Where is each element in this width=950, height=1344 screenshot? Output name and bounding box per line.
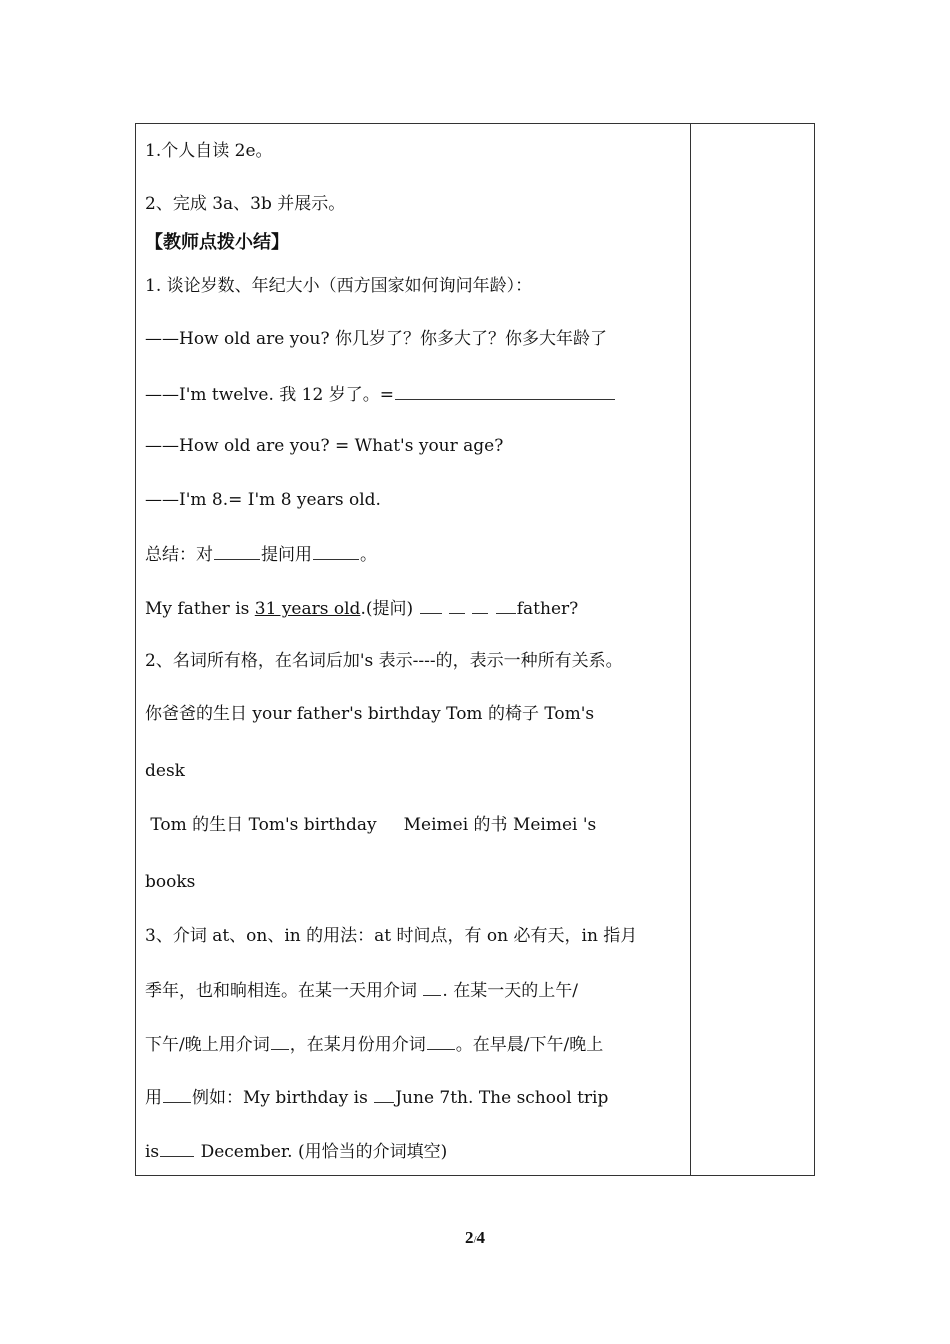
line-twelve bbox=[145, 382, 616, 406]
line-whats-your-age: ——How old are you? = What's your age? bbox=[145, 436, 504, 456]
prep-4-start: 用 bbox=[145, 1088, 162, 1108]
prep-blank-4 bbox=[163, 1085, 191, 1103]
line-eight: ——I'm 8.= I'm 8 years old. bbox=[145, 490, 381, 510]
line-possessive: 2、名词所有格，在名词后加's 表示----的，表示一种所有关系。 bbox=[145, 651, 623, 671]
line-books: books bbox=[145, 872, 196, 892]
father-suffix: father? bbox=[516, 599, 579, 619]
prep-5-start: is bbox=[145, 1142, 160, 1162]
summary-blank-1 bbox=[214, 542, 260, 560]
prep-blank-1 bbox=[423, 978, 441, 996]
summary-prefix: 总结：对 bbox=[145, 545, 213, 565]
summary-end: 。 bbox=[360, 545, 377, 565]
prep-5-text: December. (用恰当的介词填空) bbox=[195, 1142, 448, 1162]
prep-4-text: 例如：My birthday is bbox=[192, 1088, 368, 1108]
question-blank-1 bbox=[420, 596, 442, 614]
answer-blank bbox=[395, 382, 615, 400]
question-blank-4 bbox=[496, 596, 516, 614]
prep-blank-5 bbox=[374, 1085, 394, 1103]
line-prep-2 bbox=[145, 978, 578, 1002]
father-tag: .(提问) bbox=[360, 599, 414, 619]
prep-3-middle: ，在某月份用介词 bbox=[289, 1035, 426, 1055]
father-prefix: My father is bbox=[145, 599, 255, 619]
line-how-old: ——How old are you? 你几岁了？你多大了？你多大年龄了 bbox=[145, 329, 608, 349]
prep-blank-3 bbox=[427, 1032, 455, 1050]
line-twelve-text: ——I'm twelve. 我 12 岁了。= bbox=[145, 385, 394, 405]
prep-2-text: 季年，也和晌相连。在某一天用介词 bbox=[145, 981, 417, 1001]
section-heading: 【教师点拨小结】 bbox=[145, 232, 289, 253]
line-2: 2、完成 3a、3b 并展示。 bbox=[145, 194, 346, 214]
line-father-question bbox=[145, 596, 578, 620]
line-prepositions: 3、介词 at、on、in 的用法：at 时间点，有 on 必有天，in 指月 bbox=[145, 926, 638, 946]
prep-3-text: 下午/晚上用介词 bbox=[145, 1035, 270, 1055]
question-blank-2 bbox=[449, 596, 465, 614]
line-1: 1.个人自读 2e。 bbox=[145, 141, 273, 161]
line-summary bbox=[145, 542, 377, 566]
page-separator: / bbox=[473, 1234, 477, 1246]
content-table bbox=[135, 123, 815, 1176]
prep-blank-2 bbox=[271, 1032, 289, 1050]
line-prep-4 bbox=[145, 1085, 608, 1109]
page-current: 2 bbox=[464, 1228, 474, 1247]
summary-blank-2 bbox=[313, 542, 359, 560]
prep-3-end: 。在早晨/下午/晚上 bbox=[455, 1035, 604, 1055]
summary-middle: 提问用 bbox=[261, 545, 312, 565]
line-possessive-ex2: Tom 的生日 Tom's birthday Meimei 的书 Meimei 's bbox=[145, 815, 597, 835]
prep-2-end: . 在某一天的上午/ bbox=[442, 981, 578, 1001]
line-prep-3 bbox=[145, 1032, 603, 1056]
question-blank-3 bbox=[472, 596, 488, 614]
line-prep-5 bbox=[145, 1139, 447, 1163]
page-total: 4 bbox=[476, 1228, 486, 1247]
prep-4-end: June 7th. The school trip bbox=[395, 1088, 609, 1108]
page-number bbox=[0, 1228, 950, 1248]
underlined-age: 31 years old bbox=[254, 599, 361, 619]
line-desk: desk bbox=[145, 761, 185, 781]
column-divider bbox=[690, 124, 691, 1175]
line-possessive-ex1: 你爸爸的生日 your father's birthday Tom 的椅子 Tom's bbox=[145, 704, 595, 724]
line-age-intro: 1. 谈论岁数、年纪大小（西方国家如何询问年龄）： bbox=[145, 276, 533, 296]
prep-blank-6 bbox=[160, 1139, 194, 1157]
